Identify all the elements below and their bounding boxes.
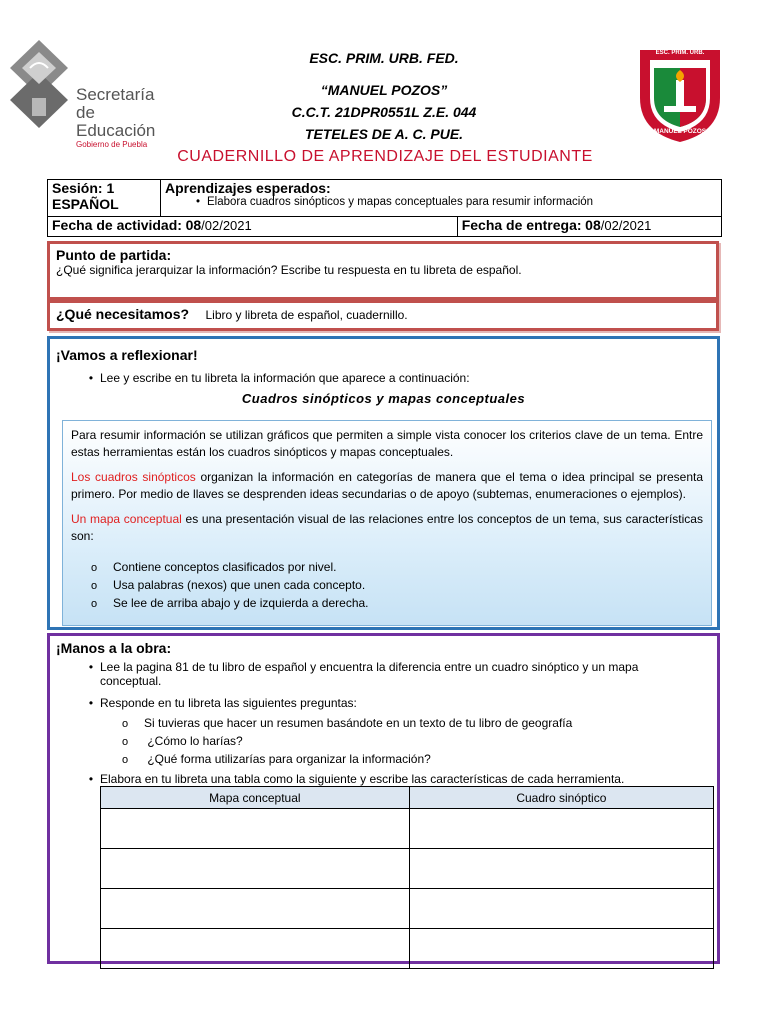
question-1-text: Si tuvieras que hacer un resumen basándote en un texto de tu libro de geografía [144, 716, 573, 730]
expected-learning-item: • Elabora cuadros sinópticos y mapas conceptuales para resumir información [195, 196, 594, 208]
question-2-text: ¿Cómo lo harías? [144, 734, 243, 748]
delivery-day: 08 [585, 217, 601, 233]
expected-learning-cell [161, 180, 722, 217]
seal-bottom-text: MANUEL POZOS [653, 128, 707, 135]
logo-line-3: Gobierno de Puebla [76, 140, 148, 149]
starting-point-question: ¿Qué significa jerarquizar la información? Escribe tu respuesta en tu libreta de español. [56, 263, 522, 277]
concept-map-paragraph [71, 511, 703, 545]
hands-on-bullet-3: • Elabora en tu libreta una tabla como la siguiente y escribe las características de cada herramienta. [88, 772, 625, 786]
circle-bullet-icon: o [91, 580, 98, 592]
school-name: “MANUEL POZOS” [320, 82, 448, 98]
synoptic-highlight: Los cuadros sinópticos [71, 470, 196, 484]
list-item [91, 577, 703, 595]
hands-on-bullet-3-text: Elabora en tu libreta una tabla como la siguiente y escribe las características de cada herramienta. [100, 772, 625, 786]
activity-date-rest: /02/2021 [201, 218, 252, 233]
question-2 [56, 734, 711, 748]
materials-section [47, 300, 719, 331]
table-cell [409, 809, 713, 849]
question-3-text: ¿Qué forma utilizarías para organizar la información? [144, 752, 431, 766]
characteristic-text: Contiene conceptos clasificados por nivel. [113, 560, 337, 574]
activity-date-label: Fecha de actividad: [52, 217, 182, 233]
logo-line-2: de Educación [76, 103, 156, 140]
synoptic-paragraph [71, 469, 703, 503]
reflect-title: ¡Vamos a reflexionar! [56, 347, 198, 363]
starting-point-title: Punto de partida: [56, 247, 172, 263]
table-row [101, 929, 714, 969]
table-cell [409, 929, 713, 969]
hands-on-bullet-2: • Responde en tu libreta las siguientes preguntas: [88, 696, 357, 710]
hands-on-bullet-2-text: Responde en tu libreta las siguientes preguntas: [100, 696, 357, 710]
session-cell [48, 180, 161, 217]
circle-bullet-icon: o [122, 736, 129, 748]
characteristic-text: Usa palabras (nexos) que unen cada concepto. [113, 578, 366, 592]
expected-learning-text: Elabora cuadros sinópticos y mapas conceptuales para resumir información [207, 196, 594, 208]
logo-line-1: Secretaría [76, 85, 155, 104]
list-item [91, 559, 703, 577]
session-number: Sesión: 1 [52, 180, 115, 196]
delivery-date-cell [457, 217, 721, 237]
document-title: CUADERNILLO DE APRENDIZAJE DEL ESTUDIANTE [177, 148, 593, 165]
starting-point-section [47, 241, 719, 300]
reflect-bullet: • Lee y escribe en tu libreta la información que aparece a continuación: [88, 371, 470, 385]
expected-learning-label: Aprendizajes esperados: [165, 180, 331, 196]
subject-name: ESPAÑOL [52, 196, 119, 212]
circle-bullet-icon: o [122, 754, 129, 766]
secretaria-logo [8, 38, 173, 149]
school-seal [636, 44, 724, 144]
concepts-info-box [62, 420, 712, 626]
synoptic-text: organizan la información en categorías de manera que el tema o idea principal se presenta primero. Por medio de llaves se desprenden ideas secundarias o de apoyo (subtemas, enumeraciones o ejemplos). [71, 470, 703, 501]
question-3 [56, 752, 711, 766]
table-header-synoptic: Cuadro sinóptico [409, 787, 713, 809]
concept-map-highlight: Un mapa conceptual [71, 512, 182, 526]
state-emblem-icon [8, 38, 70, 130]
characteristic-text: Se lee de arriba abajo y de izquierda a derecha. [113, 596, 369, 610]
school-type: ESC. PRIM. URB. FED. [309, 50, 459, 66]
intro-paragraph: Para resumir información se utilizan gráficos que permiten a simple vista conocer los criterios clave de un tema. Entre estas herramientas están los cuadros sinópticos y mapas conceptuales. [71, 428, 703, 459]
table-cell [409, 849, 713, 889]
table-row [101, 809, 714, 849]
table-cell [101, 849, 410, 889]
hands-on-bullet-1: • Lee la pagina 81 de tu libro de español y encuentra la diferencia entre un cuadro sinóptico y un mapa conceptual. [56, 660, 711, 688]
circle-bullet-icon: o [91, 562, 98, 574]
list-item [91, 595, 703, 613]
table-cell [101, 889, 410, 929]
hands-on-title: ¡Manos a la obra: [56, 640, 172, 656]
delivery-date-label: Fecha de entrega: [461, 217, 582, 233]
table-row [101, 889, 714, 929]
materials-text: Libro y libreta de español, cuadernillo. [205, 308, 408, 322]
delivery-date-rest: /02/2021 [600, 218, 652, 233]
question-1 [56, 716, 711, 730]
activity-date-cell [48, 217, 458, 237]
seal-top-text: ESC. PRIM. URB. [655, 50, 705, 56]
reflect-subtitle: Cuadros sinópticos y mapas conceptuales [241, 391, 526, 406]
reflect-bullet-text: Lee y escribe en tu libreta la información que aparece a continuación: [100, 371, 470, 385]
session-info-table [47, 179, 722, 237]
table-cell [409, 889, 713, 929]
table-cell [101, 809, 410, 849]
activity-day: 08 [185, 217, 202, 233]
characteristics-table [100, 786, 714, 969]
circle-bullet-icon: o [91, 598, 98, 610]
materials-title: ¿Qué necesitamos? [56, 306, 190, 322]
school-code: C.C.T. 21DPR0551L Z.E. 044 [291, 104, 477, 120]
table-header-concept-map: Mapa conceptual [101, 787, 410, 809]
circle-bullet-icon: o [122, 718, 129, 730]
concept-map-text: es una presentación visual de las relaciones entre los conceptos de un tema, sus características son: [71, 512, 703, 543]
characteristics-list [71, 559, 703, 613]
logo-text [76, 86, 173, 150]
table-row [101, 849, 714, 889]
school-location: TETELES DE A. C. PUE. [304, 126, 464, 142]
table-cell [101, 929, 410, 969]
hands-on-bullet-1-text: Lee la pagina 81 de tu libro de español y encuentra la diferencia entre un cuadro sinóptico y un mapa conceptual. [100, 660, 639, 688]
